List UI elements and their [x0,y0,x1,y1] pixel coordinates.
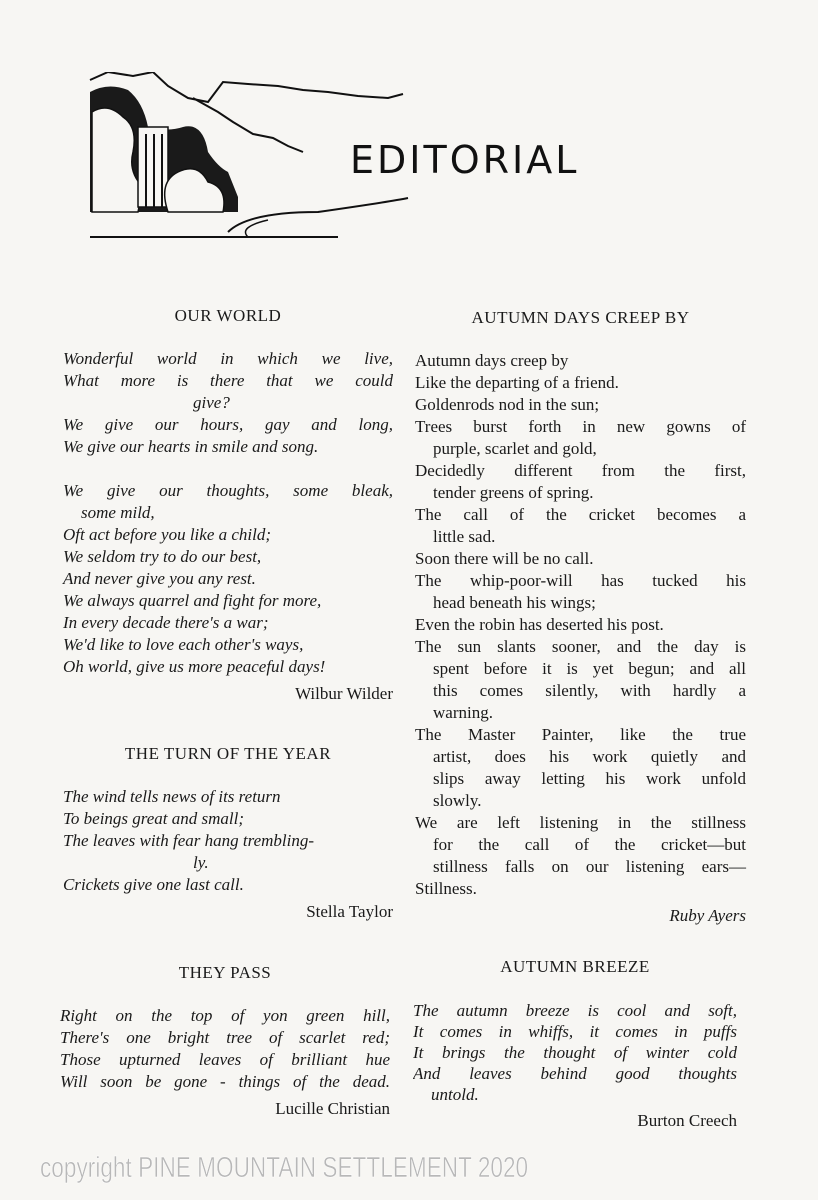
poem-line: To beings great and small; [63,809,245,828]
poem-line: purple, scarlet and gold, [433,439,597,458]
poem-line: warning. [433,703,493,722]
poem-line: artist, does his work quietly and [433,747,746,766]
stanza [63,480,393,678]
poem-line: Even the robin has deserted his post. [415,615,664,634]
poem-line: We give our hearts in smile and song. [63,437,319,456]
poem-line: The sun slants sooner, and the day is [415,637,746,656]
poem-line: stillness falls on our listening ears— [433,857,746,876]
poem-line: We give our hours, gay and long, [63,415,393,434]
page-title: EDITORIAL [350,138,580,182]
poem-line: spent before it is yet begun; and all [433,659,746,678]
poem-line: The leaves with fear hang trembling- [63,831,315,850]
poem-author: Burton Creech [637,1111,737,1130]
poem-line: The Master Painter, like the true [415,725,746,744]
poem-line: There's one bright tree of scarlet red; [60,1028,390,1047]
poem-line: Stillness. [415,879,477,898]
poem-author: Lucille Christian [275,1099,390,1118]
poem-line: for the call of the cricket—but [433,835,746,854]
copyright-watermark: copyright PINE MOUNTAIN SETTLEMENT 2020 [40,1152,529,1184]
poem-line: head beneath his wings; [433,593,596,612]
poem-line: Goldenrods nod in the sun; [415,395,600,414]
poem-line: The wind tells news of its return [63,787,281,806]
poem-line: What more is there that we could [63,371,393,390]
stanza [63,348,393,458]
poem [63,743,393,923]
poem-line: slips away letting his work unfold [433,769,746,788]
poem-line: Will soon be gone - things of the dead. [60,1072,390,1091]
poem-title: THEY PASS [178,963,272,982]
poem-line: The autumn breeze is cool and soft, [413,1001,737,1020]
poem [415,307,746,927]
stanza [415,350,746,900]
poem-line: Trees burst forth in new gowns of [415,417,746,436]
poem-line: slowly. [433,791,482,810]
poem-title: OUR WORLD [174,306,282,325]
poem-line: ly. [193,853,209,872]
poem-line: Right on the top of yon green hill, [60,1006,390,1025]
poem-line: We are left listening in the stillness [415,813,746,832]
poem [63,305,393,705]
poem-title: AUTUMN BREEZE [500,957,650,976]
poem-line: It comes in whiffs, it comes in puffs [413,1022,737,1041]
poem-line: little sad. [433,527,496,546]
poem-title: AUTUMN DAYS CREEP BY [471,308,690,327]
poem-line: Decidedly different from the first, [415,461,746,480]
poem-line: The whip-poor-will has tucked his [415,571,746,590]
poem-line: some mild, [81,503,155,522]
poem-line: The call of the cricket becomes a [415,505,746,524]
poem-line: Wonderful world in which we live, [63,349,393,368]
poem-author: Stella Taylor [306,902,393,921]
poem-line: Oh world, give us more peaceful days! [63,657,326,676]
poem-line: And never give you any rest. [63,569,256,588]
poem-line: We'd like to love each other's ways, [63,635,304,654]
poem-line: We seldom try to do our best, [63,547,262,566]
poem-line: Autumn days creep by [415,351,569,370]
poem-line: We give our thoughts, some bleak, [63,481,393,500]
poem [413,956,737,1131]
poem-line: Those upturned leaves of brilliant hue [60,1050,390,1069]
stanza [60,1005,390,1093]
poem-line: Like the departing of a friend. [415,373,619,392]
poem [60,962,390,1120]
poem-line: It brings the thought of winter cold [413,1043,737,1062]
stanza [413,1000,737,1105]
poem-author: Wilbur Wilder [295,684,393,703]
poem-title: THE TURN OF THE YEAR [124,744,332,763]
poem-line: Oft act before you like a child; [63,525,272,544]
poem-author: Ruby Ayers [669,906,746,925]
poem-line: Soon there will be no call. [415,549,594,568]
poem-line: And leaves behind good thoughts [413,1064,737,1083]
poem-line: give? [193,393,230,412]
poem-line: this comes silently, with hardly a [433,681,746,700]
poem-line: In every decade there's a war; [63,613,269,632]
poem-line: untold. [431,1085,479,1104]
stanza [63,786,393,896]
poem-line: We always quarrel and fight for more, [63,591,322,610]
poem-line: tender greens of spring. [433,483,594,502]
poem-line: Crickets give one last call. [63,875,244,894]
